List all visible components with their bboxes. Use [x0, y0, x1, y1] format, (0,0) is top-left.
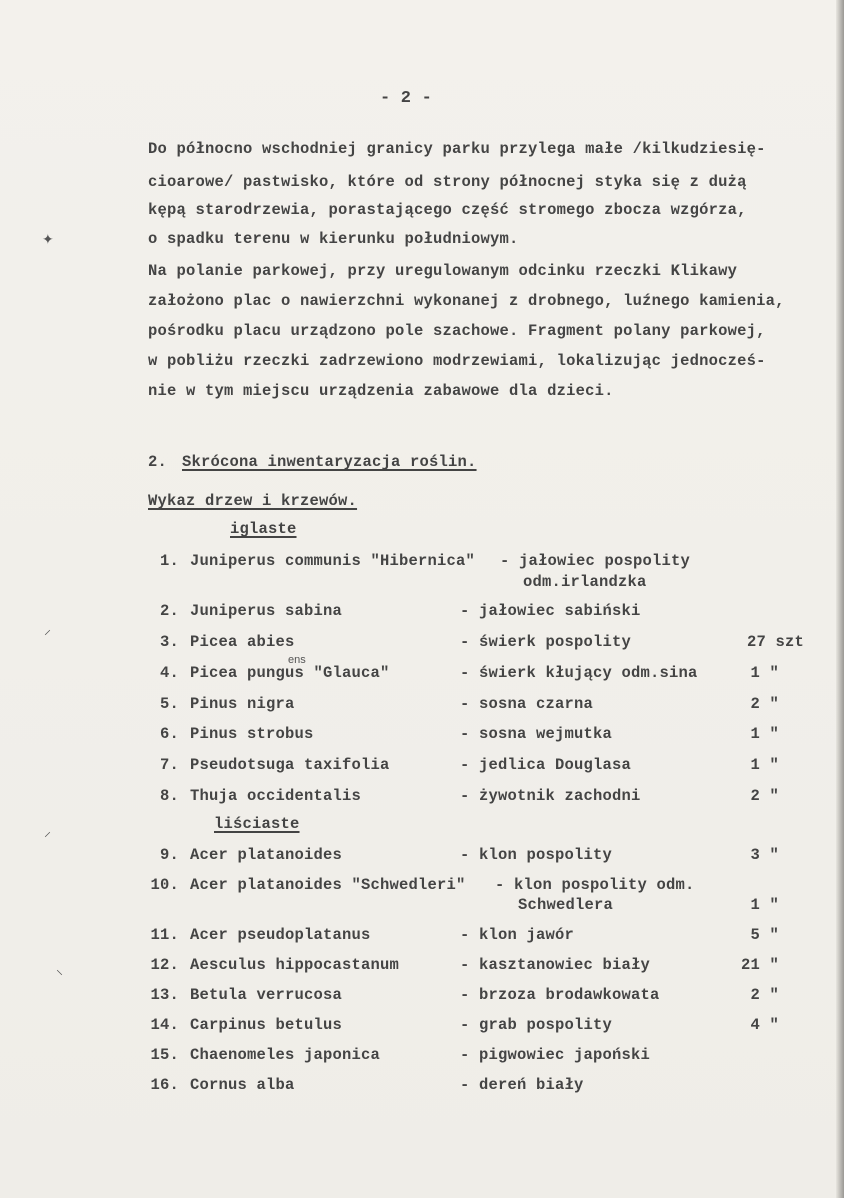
- page-number: - 2 -: [380, 89, 433, 108]
- paragraph-line: Na polanie parkowej, przy uregulowanym odcinku rzeczki Klikawy: [148, 262, 738, 280]
- row-number: 1.: [159, 552, 179, 570]
- row-number: 9.: [159, 846, 179, 864]
- row-latin: Picea abies: [190, 633, 295, 651]
- row-latin: Aesculus hippocastanum: [190, 956, 400, 974]
- row-quantity: 1 ": [750, 896, 779, 914]
- row-polish: - sosna wejmutka: [460, 725, 613, 743]
- row-quantity: 3 ": [750, 846, 779, 864]
- row-polish: - świerk kłujący odm.sina: [460, 664, 698, 682]
- row-polish: - dereń biały: [460, 1076, 584, 1094]
- row-latin: Acer pseudoplatanus: [190, 926, 371, 944]
- row-quantity: 4 ": [750, 1016, 779, 1034]
- row-polish: - sosna czarna: [460, 695, 594, 713]
- row-latin: Picea pungus "Glauca": [190, 664, 390, 682]
- row-number: 16.: [150, 1076, 179, 1094]
- margin-mark: ⸝: [44, 622, 51, 638]
- row-polish-cont: Schwedlera: [518, 896, 614, 914]
- row-number: 12.: [150, 956, 179, 974]
- page-edge: [836, 0, 844, 1198]
- row-number: 14.: [150, 1016, 179, 1034]
- row-polish: - klon jawór: [460, 926, 575, 944]
- row-polish: - kasztanowiec biały: [460, 956, 651, 974]
- margin-mark: ⸝: [44, 824, 51, 840]
- row-number: 11.: [150, 926, 179, 944]
- row-latin: Chaenomeles japonica: [190, 1046, 381, 1064]
- paragraph-line: założono plac o nawierzchni wykonanej z drobnego, luźnego kamienia,: [148, 292, 785, 310]
- row-number: 4.: [159, 664, 179, 682]
- row-polish: - pigwowiec japoński: [460, 1046, 651, 1064]
- row-latin: Acer platanoides "Schwedleri": [190, 876, 466, 894]
- group-heading-deciduous: liściaste: [214, 815, 300, 833]
- row-number: 7.: [159, 756, 179, 774]
- row-latin: Acer platanoides: [190, 846, 343, 864]
- section-number: 2.: [148, 453, 168, 471]
- margin-mark: ⸜: [56, 962, 63, 978]
- row-quantity: 1 ": [750, 756, 779, 774]
- row-quantity: 2 ": [750, 695, 779, 713]
- row-quantity: 1 ": [750, 725, 779, 743]
- row-quantity: 2 ": [750, 986, 779, 1004]
- row-polish: - jałowiec pospolity: [500, 552, 691, 570]
- row-number: 6.: [159, 725, 179, 743]
- row-polish-cont: odm.irlandzka: [523, 573, 647, 591]
- row-latin: Juniperus sabina: [190, 602, 343, 620]
- row-polish: - świerk pospolity: [460, 633, 632, 651]
- row-number: 5.: [159, 695, 179, 713]
- row-latin: Thuja occidentalis: [190, 787, 362, 805]
- row-quantity: 27 szt: [746, 633, 804, 651]
- row-latin: Betula verrucosa: [190, 986, 343, 1004]
- handwritten-insert: ens: [288, 654, 306, 666]
- row-latin: Carpinus betulus: [190, 1016, 343, 1034]
- row-latin: Pseudotsuga taxifolia: [190, 756, 390, 774]
- row-polish: - klon pospolity: [460, 846, 613, 864]
- paragraph-line: w pobliżu rzeczki zadrzewiono modrzewiami, lokalizując jednocześ-: [148, 352, 766, 370]
- row-quantity: 5 ": [750, 926, 779, 944]
- row-polish: - brzoza brodawkowata: [460, 986, 660, 1004]
- row-polish: - jedlica Douglasa: [460, 756, 632, 774]
- paragraph-line: o spadku terenu w kierunku południowym.: [148, 230, 519, 248]
- row-quantity: 21 ": [740, 956, 779, 974]
- row-number: 8.: [159, 787, 179, 805]
- paragraph-line: pośrodku placu urządzono pole szachowe. Fragment polany parkowej,: [148, 322, 766, 340]
- row-latin: Juniperus communis "Hibernica": [190, 552, 476, 570]
- row-number: 2.: [159, 602, 179, 620]
- row-polish: - klon pospolity odm.: [495, 876, 695, 894]
- paragraph-line: kępą starodrzewia, porastającego część stromego zbocza wzgórza,: [148, 201, 747, 219]
- row-polish: - żywotnik zachodni: [460, 787, 641, 805]
- list-heading: Wykaz drzew i krzewów.: [148, 492, 358, 510]
- row-number: 3.: [159, 633, 179, 651]
- section-title: Skrócona inwentaryzacja roślin.: [182, 453, 477, 471]
- row-latin: Pinus strobus: [190, 725, 314, 743]
- paragraph-line: Do północno wschodniej granicy parku przylega małe /kilkudziesię-: [148, 140, 766, 158]
- row-quantity: 1 ": [750, 664, 779, 682]
- row-polish: - grab pospolity: [460, 1016, 613, 1034]
- row-quantity: 2 ": [750, 787, 779, 805]
- row-latin: Cornus alba: [190, 1076, 295, 1094]
- row-number: 10.: [150, 876, 179, 894]
- row-number: 15.: [150, 1046, 179, 1064]
- row-number: 13.: [150, 986, 179, 1004]
- row-polish: - jałowiec sabiński: [460, 602, 641, 620]
- row-latin: Pinus nigra: [190, 695, 295, 713]
- paragraph-line: nie w tym miejscu urządzenia zabawowe dla dzieci.: [148, 382, 614, 400]
- margin-mark: ✦: [42, 232, 54, 248]
- group-heading-conifers: iglaste: [230, 520, 297, 538]
- paragraph-line: cioarowe/ pastwisko, które od strony północnej styka się z dużą: [148, 173, 747, 191]
